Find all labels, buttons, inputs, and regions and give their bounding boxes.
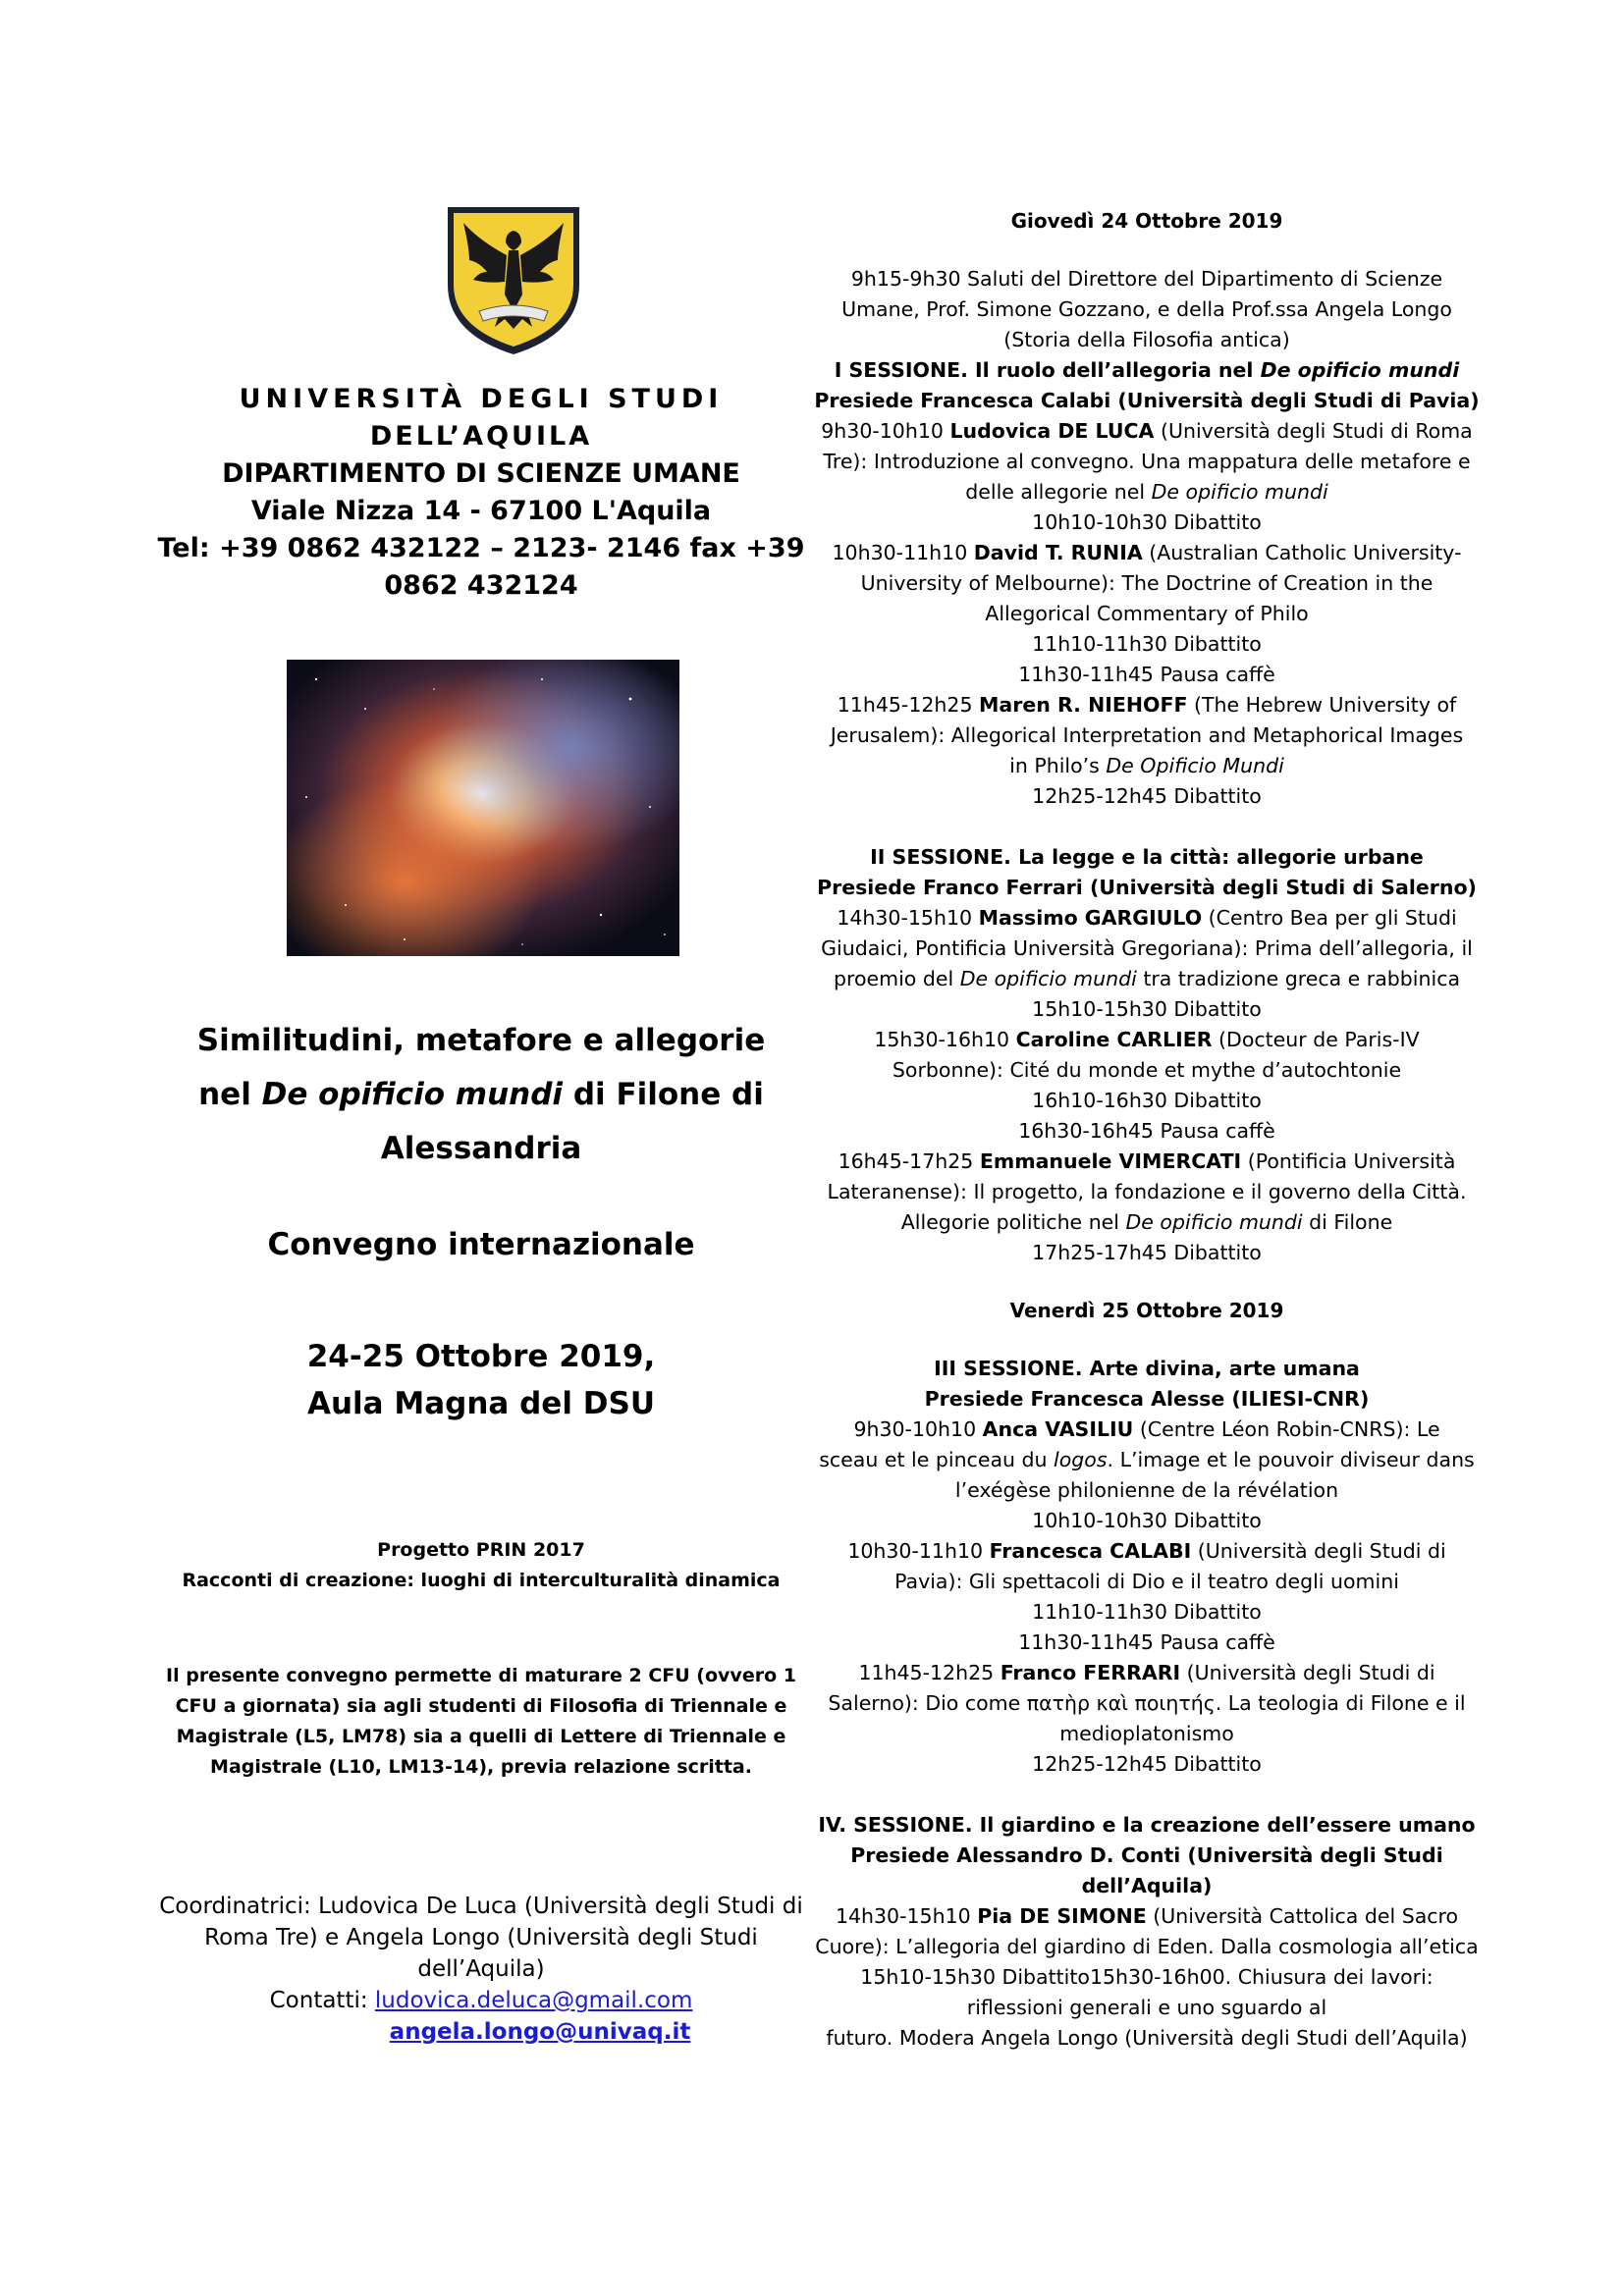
talk-carlier-line2: Sorbonne): Cité du monde et mythe d’autochtonie (892, 1058, 1402, 1082)
welcome-line1: 9h15-9h30 Saluti del Direttore del Dipartimento di Scienze (850, 267, 1443, 291)
session2-chair: Presiede Franco Ferrari (Università degli Studi di Salerno) (817, 876, 1477, 899)
session4-chair-line1: Presiede Alessandro D. Conti (Università degli Studi (850, 1843, 1443, 1867)
coffee-break: 11h30-11h45 Pausa caffè (1018, 663, 1275, 686)
talk-runia-line3: Allegorical Commentary of Philo (985, 602, 1309, 625)
talk-calabi-line2: Pavia): Gli spettacoli di Dio e il teatro degli uomini (894, 1570, 1399, 1593)
debate: 12h25-12h45 Dibattito (1032, 1752, 1262, 1776)
cfu-line1: Il presente convegno permette di maturare 2 CFU (ovvero 1 (166, 1665, 796, 1686)
closing-line2: riflessioni generali e uno sguardo al (966, 1996, 1327, 2019)
coordinators (147, 1891, 815, 2048)
project-name: Progetto PRIN 2017 (377, 1539, 585, 1561)
coord-line3: dell’Aquila) (417, 1956, 545, 1982)
day1-heading: Giovedì 24 Ottobre 2019 (1010, 209, 1283, 233)
debate: 10h10-10h30 Dibattito (1032, 510, 1262, 534)
phone-line1: Tel: +39 0862 432122 – 2123- 2146 fax +39 (157, 533, 805, 563)
email-link-deluca[interactable]: ludovica.deluca@gmail.com (374, 1988, 693, 2013)
coffee-break: 11h30-11h45 Pausa caffè (1018, 1630, 1275, 1654)
coffee-break: 16h30-16h45 Pausa caffè (1018, 1119, 1275, 1143)
project-title: Racconti di creazione: luoghi di interculturalità dinamica (182, 1570, 781, 1591)
conference-subtitle: Convegno internazionale (267, 1227, 695, 1262)
university-name-line2: DELL’AQUILA (369, 421, 593, 452)
talk-ferrari: 11h45-12h25 Franco FERRARI (Università degli Studi di (858, 1661, 1435, 1684)
email-link-longo[interactable]: angela.longo@univaq.it (389, 2019, 691, 2045)
address: Viale Nizza 14 - 67100 L'Aquila (250, 496, 712, 526)
coord-line1: Coordinatrici: Ludovica De Luca (Università degli Studi di (159, 1894, 803, 1919)
cfu-line3: Magistrale (L5, LM78) sia a quelli di Lettere di Triennale e (176, 1726, 786, 1747)
conference-dates (147, 1333, 815, 1427)
session3-title: III SESSIONE. Arte divina, arte umana (934, 1357, 1360, 1380)
talk-niehoff-line3: in Philo’s De Opificio Mundi (1009, 754, 1284, 777)
debate: 12h25-12h45 Dibattito (1032, 784, 1262, 808)
contacts-label: Contatti: (269, 1988, 375, 2013)
talk-carlier: 15h30-16h10 Caroline CARLIER (Docteur de Paris-IV (874, 1028, 1420, 1051)
project-info (147, 1535, 815, 1596)
welcome-line2: Umane, Prof. Simone Gozzano, e della Prof.ssa Angela Longo (841, 297, 1452, 321)
talk-desimone-line2: Cuore): L’allegoria del giardino di Eden. Dalla cosmologia all’etica (815, 1935, 1479, 1958)
debate: 17h25-17h45 Dibattito (1032, 1241, 1262, 1264)
university-crest (440, 201, 587, 358)
title-line2: nel De opificio mundi di Filone di (198, 1077, 764, 1112)
welcome-line3: (Storia della Filosofia antica) (1003, 328, 1290, 351)
session1-title: I SESSIONE. Il ruolo dell’allegoria nel De opificio mundi (834, 358, 1460, 382)
talk-vimercati-line2: Lateranense): Il progetto, la fondazione e il governo della Città. (827, 1180, 1467, 1203)
session3-chair: Presiede Francesca Alesse (ILIESI-CNR) (924, 1387, 1370, 1411)
talk-gargiulo-line3: proemio del De opificio mundi tra tradizione greca e rabbinica (833, 967, 1461, 990)
conference-title (147, 1014, 815, 1176)
debate: 10h10-10h30 Dibattito (1032, 1509, 1262, 1532)
phone-line2: 0862 432124 (384, 570, 578, 601)
venue: Aula Magna del DSU (306, 1386, 655, 1421)
talk-deluca-line3: delle allegorie nel De opificio mundi (965, 480, 1328, 504)
talk-vimercati: 16h45-17h25 Emmanuele VIMERCATI (Pontificia Università (838, 1149, 1456, 1173)
title-line3: Alessandria (380, 1131, 582, 1166)
talk-runia-line2: University of Melbourne): The Doctrine of Creation in the (860, 571, 1434, 595)
closing-line3: futuro. Modera Angela Longo (Università degli Studi dell’Aquila) (826, 2026, 1468, 2050)
talk-deluca-line2: Tre): Introduzione al convegno. Una mappatura delle metafore e (823, 450, 1471, 473)
university-header (147, 381, 815, 605)
talk-runia: 10h30-11h10 David T. RUNIA (Australian Catholic University- (832, 541, 1462, 564)
coord-line2: Roma Tre) e Angela Longo (Università degli Studi (204, 1925, 758, 1950)
session2-title: II SESSIONE. La legge e la città: allegorie urbane (870, 845, 1424, 869)
day2-heading: Venerdì 25 Ottobre 2019 (1009, 1299, 1284, 1322)
talk-deluca: 9h30-10h10 Ludovica DE LUCA (Università degli Studi di Roma (821, 419, 1473, 443)
contacts-line (147, 1985, 815, 2016)
closing-line1: 15h10-15h30 Dibattito15h30-16h00. Chiusura dei lavori: (860, 1965, 1434, 1989)
talk-vasiliu: 9h30-10h10 Anca VASILIU (Centre Léon Robin-CNRS): Le (853, 1417, 1440, 1441)
department-name: DIPARTIMENTO DI SCIENZE UMANE (222, 458, 740, 489)
talk-niehoff-line2: Jerusalem): Allegorical Interpretation and Metaphorical Images (830, 723, 1464, 747)
talk-gargiulo-line2: Giudaici, Pontificia Università Gregoriana): Prima dell’allegoria, il (821, 936, 1473, 960)
session4-title: IV. SESSIONE. Il giardino e la creazione dell’essere umano (818, 1813, 1476, 1837)
talk-vasiliu-line3: l’exégèse philonienne de la révélation (954, 1478, 1339, 1502)
university-name-line1: UNIVERSITÀ DEGLI STUDI (239, 384, 724, 414)
dates-line1: 24-25 Ottobre 2019, (306, 1339, 656, 1374)
program (813, 206, 1481, 2054)
cfu-note (162, 1661, 800, 1783)
talk-ferrari-line3: medioplatonismo (1059, 1722, 1234, 1745)
talk-ferrari-line2: Salerno): Dio come πατὴρ καὶ ποιητής. La teologia di Filone e il (828, 1691, 1466, 1715)
session1-chair: Presiede Francesca Calabi (Università degli Studi di Pavia) (814, 389, 1480, 412)
talk-gargiulo: 14h30-15h10 Massimo GARGIULO (Centro Bea per gli Studi (837, 906, 1457, 930)
debate: 11h10-11h30 Dibattito (1032, 632, 1262, 656)
session4-chair-line2: dell’Aquila) (1081, 1874, 1213, 1897)
talk-niehoff: 11h45-12h25 Maren R. NIEHOFF (The Hebrew University of (837, 693, 1457, 717)
talk-desimone: 14h30-15h10 Pia DE SIMONE (Università Cattolica del Sacro (835, 1904, 1459, 1928)
talk-vasiliu-line2: sceau et le pinceau du logos. L’image et le pouvoir diviseur dans (819, 1448, 1475, 1471)
debate: 11h10-11h30 Dibattito (1032, 1600, 1262, 1624)
title-line1: Similitudini, metafore e allegorie (196, 1023, 766, 1058)
talk-calabi: 10h30-11h10 Francesca CALABI (Università degli Studi di (847, 1539, 1446, 1563)
debate: 16h10-16h30 Dibattito (1032, 1089, 1262, 1112)
cfu-line4: Magistrale (L10, LM13-14), previa relazione scritta. (210, 1756, 752, 1778)
debate: 15h10-15h30 Dibattito (1032, 997, 1262, 1021)
cfu-line2: CFU a giornata) sia agli studenti di Filosofia di Triennale e (175, 1695, 787, 1717)
nebula-image (287, 660, 679, 956)
talk-vimercati-line3: Allegorie politiche nel De opificio mundi di Filone (900, 1210, 1393, 1234)
